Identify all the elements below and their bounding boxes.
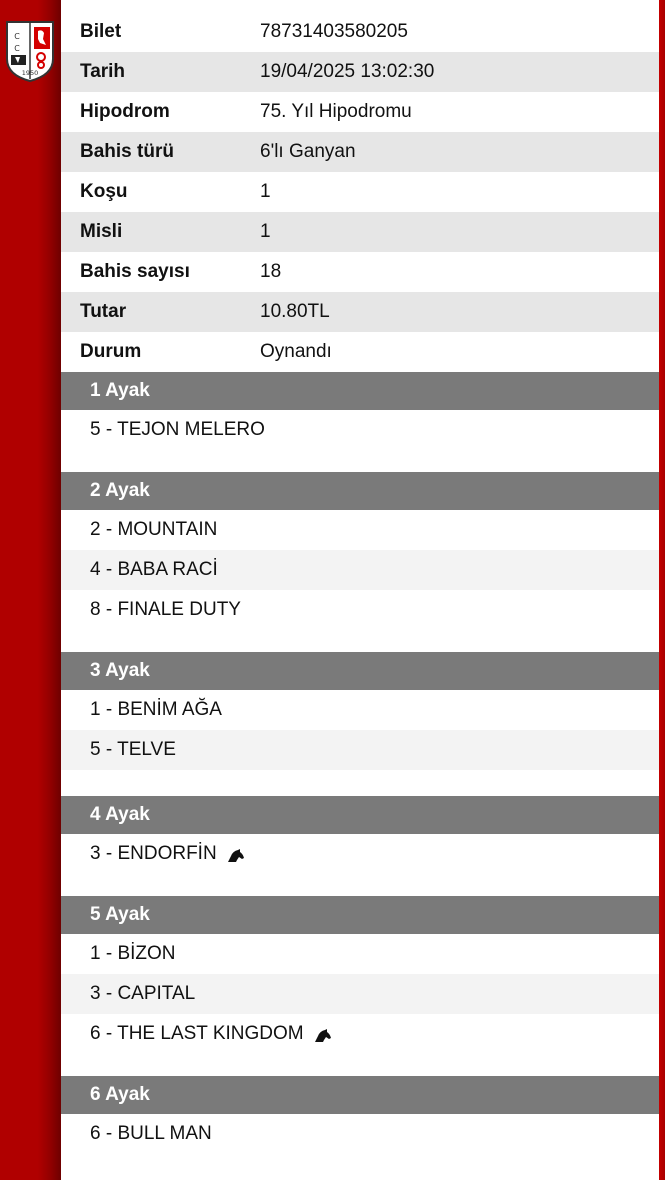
info-row-date: [61, 52, 659, 92]
info-label: Hipodrom: [80, 101, 170, 122]
info-label: Tutar: [80, 301, 127, 322]
horse-name: 5 - TEJON MELERO: [90, 419, 265, 440]
info-row-ticket: [61, 12, 659, 52]
info-label: Bahis sayısı: [80, 261, 190, 282]
info-label: Koşu: [80, 181, 128, 202]
info-label: Durum: [80, 341, 142, 362]
horse-row: [61, 690, 659, 730]
leg-header: 6 Ayak: [61, 1076, 659, 1114]
leg-spacer: [61, 1054, 659, 1076]
info-row-race: [61, 172, 659, 212]
horse-row: [61, 934, 659, 974]
ticket-detail: [61, 12, 659, 1154]
horse-name: 1 - BİZON: [90, 943, 176, 964]
horse-head-icon: [314, 1027, 332, 1041]
left-brand-bar: [0, 0, 61, 1180]
horse-row: [61, 410, 659, 450]
info-value: 19/04/2025 13:02:30: [260, 61, 435, 82]
horse-row: [61, 590, 659, 630]
info-value: 10.80TL: [260, 301, 330, 322]
leg-spacer: [61, 874, 659, 896]
horse-row: [61, 1114, 659, 1154]
info-label: Bilet: [80, 21, 122, 42]
info-row-multiplier: [61, 212, 659, 252]
leg-header: 1 Ayak: [61, 372, 659, 410]
info-label: Misli: [80, 221, 123, 242]
svg-text:C: C: [14, 32, 20, 41]
horse-row: [61, 974, 659, 1014]
ticket-info-table: [61, 12, 659, 372]
horse-name: 2 - MOUNTAIN: [90, 519, 218, 540]
horse-row: [61, 730, 659, 770]
club-crest-icon: [4, 19, 56, 83]
horse-row: [61, 510, 659, 550]
right-brand-bar: [659, 0, 665, 1180]
info-row-bet-count: [61, 252, 659, 292]
leg-spacer: [61, 450, 659, 472]
info-row-bet-type: [61, 132, 659, 172]
horse-row: [61, 550, 659, 590]
svg-text:C: C: [14, 44, 20, 53]
info-row-racecourse: [61, 92, 659, 132]
horse-name: 1 - BENİM AĞA: [90, 699, 222, 720]
horse-row: [61, 1014, 659, 1054]
info-value: Oynandı: [260, 341, 332, 362]
leg-spacer: [61, 630, 659, 652]
info-value: 6'lı Ganyan: [260, 141, 356, 162]
horse-name: 8 - FINALE DUTY: [90, 599, 241, 620]
horse-row: [61, 834, 659, 874]
leg-header: 5 Ayak: [61, 896, 659, 934]
info-label: Tarih: [80, 61, 126, 82]
info-row-amount: [61, 292, 659, 332]
horse-head-icon: [227, 847, 245, 861]
horse-name: 5 - TELVE: [90, 739, 176, 760]
info-value: 78731403580205: [260, 21, 408, 42]
leg-header: 3 Ayak: [61, 652, 659, 690]
info-value: 1: [260, 181, 271, 202]
horse-name: 3 - CAPITAL: [90, 983, 196, 1004]
leg-header: 4 Ayak: [61, 796, 659, 834]
info-value: 18: [260, 261, 282, 282]
info-row-status: [61, 332, 659, 372]
horse-name: 6 - THE LAST KINGDOM: [90, 1023, 304, 1044]
logo-year: 1950: [21, 69, 39, 77]
leg-header: 2 Ayak: [61, 472, 659, 510]
info-value: 75. Yıl Hipodromu: [260, 101, 412, 122]
horse-name: 6 - BULL MAN: [90, 1123, 212, 1144]
horse-name: 3 - ENDORFİN: [90, 843, 217, 864]
info-value: 1: [260, 221, 271, 242]
horse-name: 4 - BABA RACİ: [90, 559, 218, 580]
info-label: Bahis türü: [80, 141, 174, 162]
leg-spacer: [61, 770, 659, 796]
